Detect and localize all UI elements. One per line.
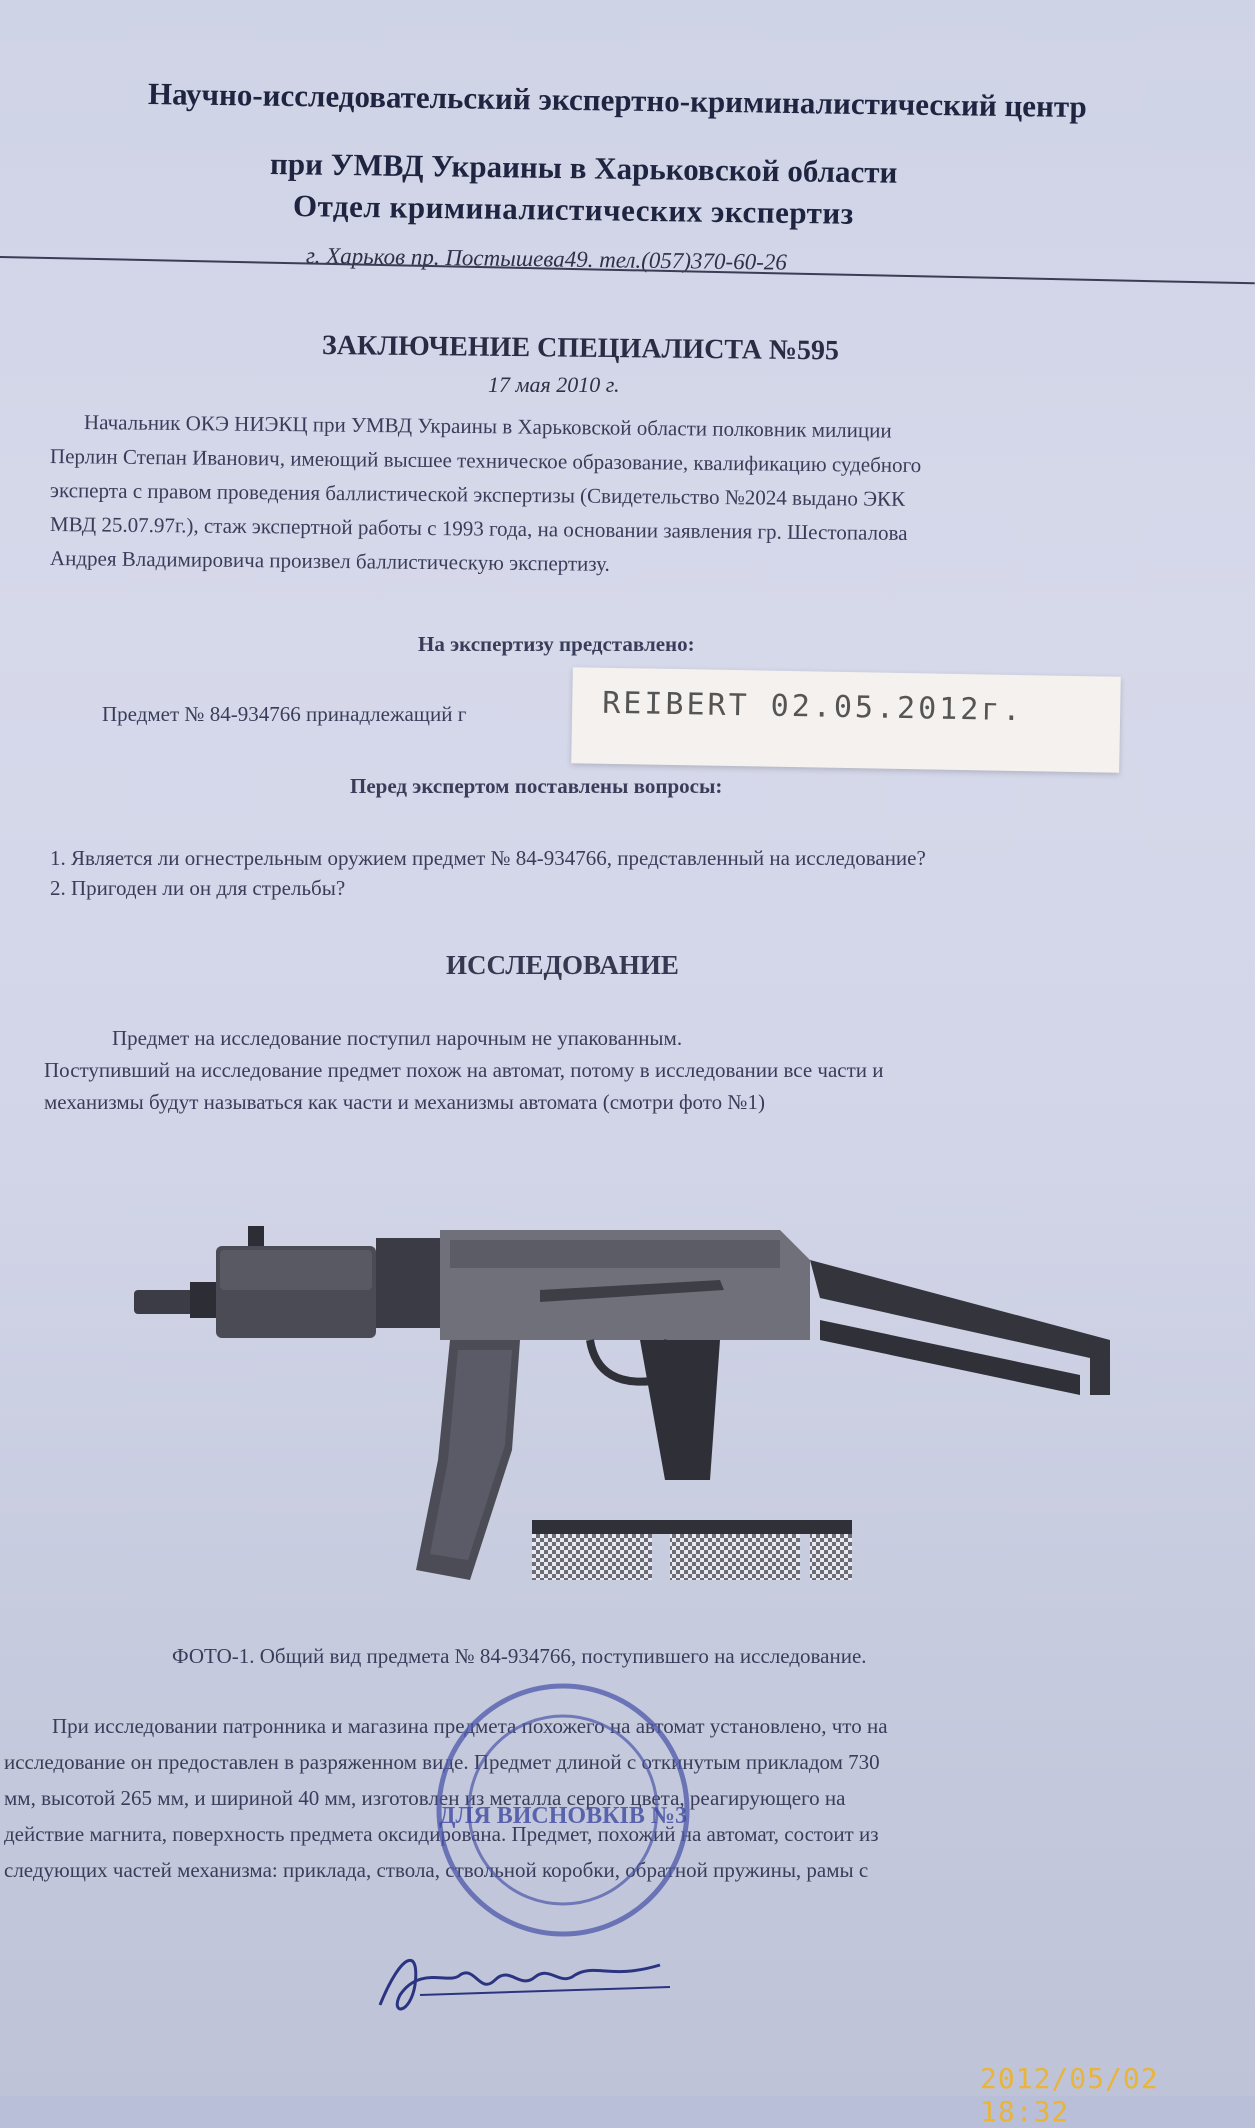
findings-line-1: При исследовании патронника и магазина предмета похожего на автомат установлено, что на bbox=[52, 1714, 888, 1738]
conclusion-date: 17 мая 2010 г. bbox=[488, 372, 620, 397]
submitted-item: Предмет № 84-934766 принадлежащий г bbox=[102, 702, 467, 726]
findings-line-5: следующих частей механизма: приклада, ствола, ствольной коробки, обратной пружины, рамы с bbox=[4, 1858, 869, 1882]
institute-affiliation: при УМВД Украины в Харьковской области bbox=[269, 146, 898, 190]
questions-heading: Перед экспертом поставлены вопросы: bbox=[350, 774, 723, 798]
findings-line-4: действие магнита, поверхность предмета оксидирована. Предмет, похожий на автомат, состоит из bbox=[4, 1822, 879, 1846]
findings-line-3: мм, высотой 265 мм, и шириной 40 мм, изготовлен из металла серого цвета, реагирующего на bbox=[4, 1786, 846, 1810]
stamp-text: ДЛЯ ВИСНОВКІВ №3 bbox=[439, 1803, 687, 1829]
intro-line-3: эксперта с правом проведения баллистической экспертизы (Свидетельство №2024 выдано ЭКК bbox=[49, 478, 906, 511]
department-address: г. Харьков пр. Постышева49. тел.(057)370-60-26 bbox=[305, 243, 788, 275]
sticky-note bbox=[571, 667, 1121, 773]
question-2: 2. Пригоден ли он для стрельбы? bbox=[50, 876, 346, 900]
intro-line-1: Начальник ОКЭ НИЭКЦ при УМВД Украины в Харьковской области полковник милиции bbox=[83, 410, 892, 443]
conclusion-title: ЗАКЛЮЧЕНИЕ СПЕЦИАЛИСТА №595 bbox=[321, 330, 840, 367]
research-paragraph-2-line-2: механизмы будут называться как части и механизмы автомата (смотри фото №1) bbox=[44, 1090, 765, 1114]
intro-line-4: МВД 25.07.97г.), стаж экспертной работы с 1993 года, на основании заявления гр. Шестопалова bbox=[49, 512, 908, 545]
intro-line-2: Перлин Степан Иванович, имеющий высшее техническое образование, квалификацию судебного bbox=[49, 444, 922, 478]
signature bbox=[360, 1925, 680, 2035]
official-stamp bbox=[428, 1675, 698, 1945]
question-1: 1. Является ли огнестрельным оружием предмет № 84-934766, представленный на исследование? bbox=[50, 846, 926, 870]
research-paragraph-2-line-1: Поступивший на исследование предмет похож на автомат, потому в исследовании все части и bbox=[44, 1058, 884, 1082]
findings-line-2: исследование он предоставлен в разряженном виде. Предмет длиной с откинутым прикладом 730 bbox=[4, 1750, 880, 1774]
photo-caption: ФОТО-1. Общий вид предмета № 84-934766, поступившего на исследование. bbox=[172, 1644, 867, 1668]
intro-line-5: Андрея Владимировича произвел баллистическую экспертизу. bbox=[49, 546, 610, 576]
research-heading: ИССЛЕДОВАНИЕ bbox=[446, 950, 679, 980]
camera-timestamp: 2012/05/02 18:32 bbox=[980, 2062, 1159, 2128]
research-paragraph-1: Предмет на исследование поступил нарочным не упакованным. bbox=[112, 1026, 683, 1050]
sticky-note-text: REIBERT 02.05.2012г. bbox=[601, 685, 1024, 729]
institute-name: Научно-исследовательский экспертно-криминалистический центр bbox=[147, 76, 1088, 125]
department-name: Отдел криминалистических экспертиз bbox=[292, 188, 854, 231]
submitted-heading: На экспертизу представлено: bbox=[418, 632, 695, 656]
rifle-photo bbox=[120, 1190, 1120, 1620]
